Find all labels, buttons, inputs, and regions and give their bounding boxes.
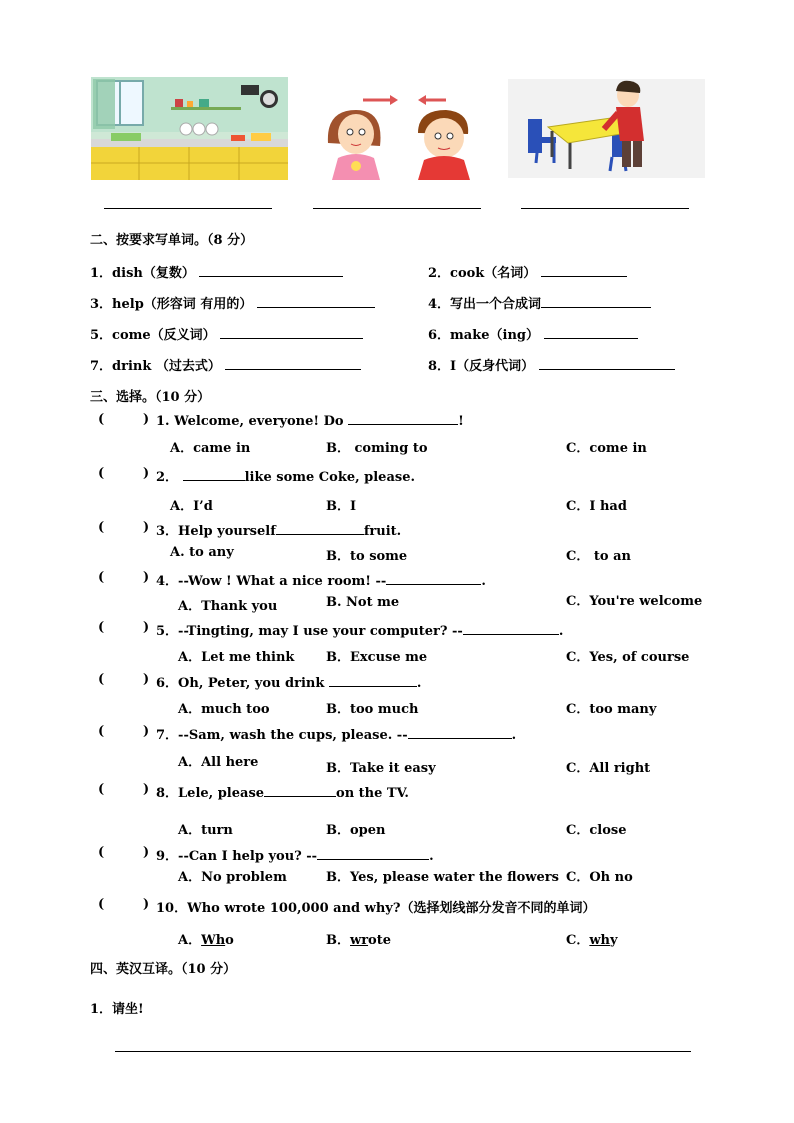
q6-option-c[interactable]: C．too many	[566, 702, 657, 717]
answer-blank[interactable]	[317, 847, 429, 860]
answer-paren-close: )	[143, 412, 150, 427]
answer-paren-open: (	[98, 466, 105, 481]
answer-paren-open: (	[98, 620, 105, 635]
word-item-2: 2．cook（名词）	[428, 262, 627, 281]
picture-answer-line-3[interactable]	[521, 208, 689, 209]
answer-paren-open: (	[98, 520, 105, 535]
answer-blank[interactable]	[348, 412, 458, 425]
answer-blank[interactable]	[329, 674, 417, 687]
question-8: 8．Lele, please on the TV.	[156, 786, 409, 801]
q9-option-c[interactable]: C．Oh no	[566, 870, 633, 885]
section-3-title: 三、选择。（10 分）	[90, 390, 211, 405]
picture-answer-line-2[interactable]	[313, 208, 481, 209]
question-7: 7．--Sam, wash the cups, please. -- .	[156, 728, 517, 743]
answer-blank[interactable]	[276, 522, 364, 535]
answer-blank[interactable]	[257, 295, 375, 308]
word-item-4: 4．写出一个合成词	[428, 293, 651, 312]
answer-paren-open: (	[98, 570, 105, 585]
q3-option-a[interactable]: A. to any	[170, 545, 234, 560]
q5-option-a[interactable]: A．Let me think	[178, 650, 295, 665]
q2-option-c[interactable]: C．I had	[566, 499, 627, 514]
answer-paren-open: (	[98, 782, 105, 797]
answer-paren-open: (	[98, 672, 105, 687]
word-item-5: 5．come（反义词）	[90, 324, 363, 343]
answer-blank[interactable]	[199, 264, 343, 277]
word-item-7: 7．drink （过去式）	[90, 355, 361, 374]
answer-paren-open: (	[98, 412, 105, 427]
answer-blank[interactable]	[541, 295, 651, 308]
word-item-3: 3．help（形容词 有用的）	[90, 293, 375, 312]
answer-blank[interactable]	[183, 468, 245, 481]
q7-option-c[interactable]: C．All right	[566, 761, 651, 776]
answer-blank[interactable]	[225, 357, 361, 370]
question-2: 2． like some Coke, please.	[156, 470, 415, 485]
answer-blank[interactable]	[463, 622, 559, 635]
q2-option-b[interactable]: B．I	[326, 499, 357, 514]
answer-paren-open: (	[98, 897, 105, 912]
q4-option-a[interactable]: A．Thank you	[178, 599, 278, 614]
answer-paren-close: )	[143, 520, 150, 535]
q3-option-b[interactable]: B．to some	[326, 549, 408, 564]
kitchen-picture	[91, 77, 288, 180]
q5-option-c[interactable]: C．Yes, of course	[566, 650, 690, 665]
answer-paren-close: )	[143, 782, 150, 797]
q1-option-b[interactable]: B． coming to	[326, 441, 428, 456]
question-10: 10．Who wrote 100,000 and why?（选择划线部分发音不同的单词）	[156, 901, 596, 916]
answer-blank[interactable]	[544, 326, 638, 339]
answer-paren-close: )	[143, 672, 150, 687]
answer-paren-close: )	[143, 620, 150, 635]
question-9: 9．--Can I help you? -- .	[156, 849, 434, 864]
translation-item-1: 1．请坐!	[90, 1002, 144, 1017]
section-2-title: 二、按要求写单词。（8 分）	[90, 233, 254, 248]
q5-option-b[interactable]: B．Excuse me	[326, 650, 428, 665]
answer-blank[interactable]	[386, 572, 481, 585]
q1-option-a[interactable]: A．came in	[170, 441, 251, 456]
answer-paren-close: )	[143, 570, 150, 585]
question-1: 1. Welcome, everyone! Do !	[156, 414, 464, 429]
answer-blank[interactable]	[264, 784, 336, 797]
q7-option-a[interactable]: A．All here	[178, 755, 259, 770]
translation-answer-line[interactable]	[115, 1051, 691, 1052]
q9-option-b[interactable]: B．Yes, please water the flowers	[326, 870, 559, 885]
answer-blank[interactable]	[541, 264, 627, 277]
q8-option-a[interactable]: A．turn	[178, 823, 233, 838]
question-4: 4．--Wow ! What a nice room! -- .	[156, 574, 486, 589]
q3-option-c[interactable]: C． to an	[566, 549, 631, 564]
answer-blank[interactable]	[220, 326, 363, 339]
q4-option-b[interactable]: B. Not me	[326, 595, 400, 610]
boy-moving-table-picture	[508, 79, 705, 178]
q4-option-c[interactable]: C．You're welcome	[566, 594, 703, 609]
answer-paren-open: (	[98, 724, 105, 739]
q7-option-b[interactable]: B．Take it easy	[326, 761, 436, 776]
q8-option-c[interactable]: C．close	[566, 823, 627, 838]
answer-paren-close: )	[143, 466, 150, 481]
answer-paren-close: )	[143, 845, 150, 860]
question-5: 5．--Tingting, may I use your computer? -- .	[156, 624, 564, 639]
answer-blank[interactable]	[539, 357, 675, 370]
q1-option-c[interactable]: C．come in	[566, 441, 647, 456]
answer-paren-close: )	[143, 897, 150, 912]
picture-answer-line-1[interactable]	[104, 208, 272, 209]
question-6: 6．Oh, Peter, you drink .	[156, 676, 422, 691]
two-children-greeting-picture	[318, 88, 493, 180]
answer-paren-open: (	[98, 845, 105, 860]
q6-option-a[interactable]: A．much too	[178, 702, 270, 717]
word-item-1: 1．dish（复数）	[90, 262, 343, 281]
q6-option-b[interactable]: B．too much	[326, 702, 419, 717]
question-3: 3．Help yourself fruit.	[156, 524, 402, 539]
answer-blank[interactable]	[408, 726, 512, 739]
word-item-8: 8．I（反身代词）	[428, 355, 675, 374]
q10-option-c[interactable]: C．why	[566, 933, 618, 948]
section-4-title: 四、英汉互译。（10 分）	[90, 962, 237, 977]
answer-paren-close: )	[143, 724, 150, 739]
q8-option-b[interactable]: B．open	[326, 823, 386, 838]
word-item-6: 6．make（ing）	[428, 324, 638, 343]
q10-option-b[interactable]: B．wrote	[326, 933, 391, 948]
q10-option-a[interactable]: A．Who	[178, 933, 234, 948]
q9-option-a[interactable]: A．No problem	[178, 870, 287, 885]
q2-option-a[interactable]: A．I’d	[170, 499, 213, 514]
